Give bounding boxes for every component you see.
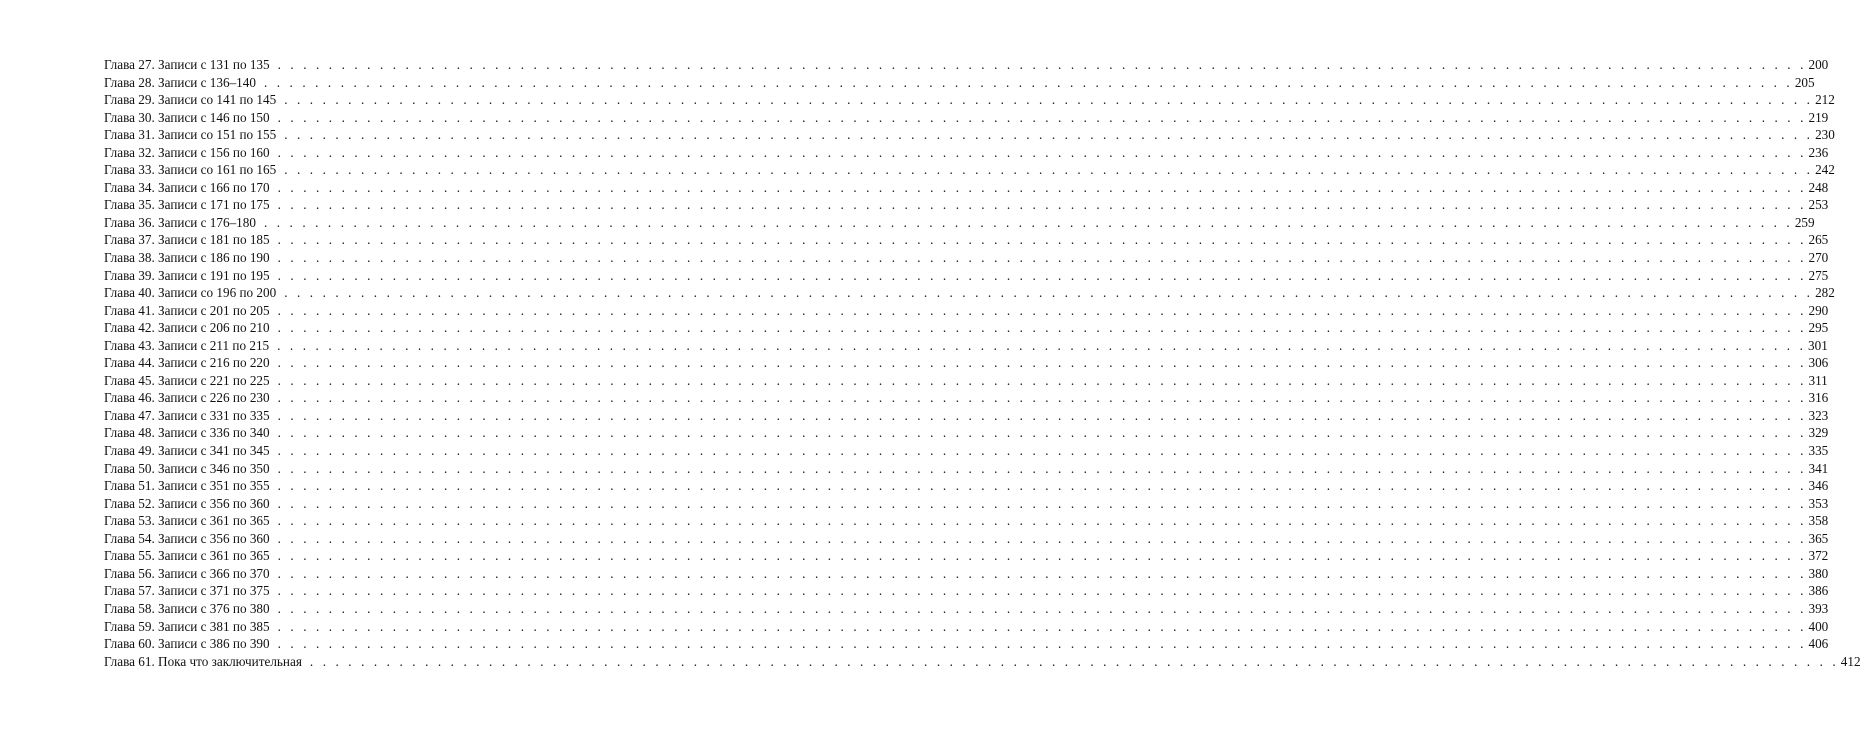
toc-dot-leader: . . . . . . . . . . . . . . . . . . . . . . . . . . . . . . . . . . . . . . . . . . . . . . . . . . . . . . . . . . . . . . . . . . . . . . . . . . . . . . . . . . . . . . . . . . . . . . . . . . . . . . . . . . . . . . . . . . . . . . . . bbox=[277, 425, 1807, 441]
toc-entry-page-number: 393 bbox=[1808, 600, 1829, 616]
toc-dot-leader: . . . . . . . . . . . . . . . . . . . . . . . . . . . . . . . . . . . . . . . . . . . . . . . . . . . . . . . . . . . . . . . . . . . . . . . . . . . . . . . . . . . . . . . . . . . . . . . . . . . . . . . . . . . . . . . . . . . . . . . . bbox=[277, 267, 1807, 283]
toc-entry-page-number: 365 bbox=[1808, 530, 1829, 546]
toc-dot-leader: . . . . . . . . . . . . . . . . . . . . . . . . . . . . . . . . . . . . . . . . . . . . . . . . . . . . . . . . . . . . . . . . . . . . . . . . . . . . . . . . . . . . . . . . . . . . . . . . . . . . . . . . . . . . . . . . . . . . . . . . bbox=[277, 495, 1807, 511]
toc-dot-leader: . . . . . . . . . . . . . . . . . . . . . . . . . . . . . . . . . . . . . . . . . . . . . . . . . . . . . . . . . . . . . . . . . . . . . . . . . . . . . . . . . . . . . . . . . . . . . . . . . . . . . . . . . . . . . . . . . . . . . . . . bbox=[277, 565, 1807, 581]
toc-entry-page-number: 323 bbox=[1808, 407, 1829, 423]
toc-entry-page-number: 329 bbox=[1808, 425, 1829, 441]
toc-entry bbox=[104, 354, 1829, 372]
toc-dot-leader: . . . . . . . . . . . . . . . . . . . . . . . . . . . . . . . . . . . . . . . . . . . . . . . . . . . . . . . . . . . . . . . . . . . . . . . . . . . . . . . . . . . . . . . . . . . . . . . . . . . . . . . . . . . . . . . . . . . . . . . . bbox=[277, 109, 1807, 125]
toc-dot-leader: . . . . . . . . . . . . . . . . . . . . . . . . . . . . . . . . . . . . . . . . . . . . . . . . . . . . . . . . . . . . . . . . . . . . . . . . . . . . . . . . . . . . . . . . . . . . . . . . . . . . . . . . . . . . . . . . . . . . . . . . bbox=[277, 390, 1807, 406]
toc-entry-title: Глава 56. Записи с 366 по 370 bbox=[104, 565, 270, 581]
toc-entry-title: Глава 33. Записи со 161 по 165 bbox=[104, 162, 277, 178]
toc-entry-title: Глава 51. Записи с 351 по 355 bbox=[104, 478, 270, 494]
toc-entry-title: Глава 44. Записи с 216 по 220 bbox=[104, 355, 270, 371]
toc-entry bbox=[104, 530, 1829, 548]
toc-dot-leader: . . . . . . . . . . . . . . . . . . . . . . . . . . . . . . . . . . . . . . . . . . . . . . . . . . . . . . . . . . . . . . . . . . . . . . . . . . . . . . . . . . . . . . . . . . . . . . . . . . . . . . . . . . . . . . . . . . . . . . . . bbox=[277, 250, 1807, 266]
toc-entry-page-number: 400 bbox=[1808, 618, 1829, 634]
toc-entry-page-number: 253 bbox=[1808, 197, 1829, 213]
toc-dot-leader: . . . . . . . . . . . . . . . . . . . . . . . . . . . . . . . . . . . . . . . . . . . . . . . . . . . . . . . . . . . . . . . . . . . . . . . . . . . . . . . . . . . . . . . . . . . . . . . . . . . . . . . . . . . . . . . . . . . . . . . . bbox=[277, 372, 1807, 388]
toc-dot-leader: . . . . . . . . . . . . . . . . . . . . . . . . . . . . . . . . . . . . . . . . . . . . . . . . . . . . . . . . . . . . . . . . . . . . . . . . . . . . . . . . . . . . . . . . . . . . . . . . . . . . . . . . . . . . . . . . . . . . . . . . bbox=[277, 57, 1807, 72]
toc-entry-page-number: 406 bbox=[1808, 636, 1829, 652]
toc-entry-title: Глава 43. Записи с 211 по 215 bbox=[104, 337, 270, 353]
toc-entry bbox=[104, 495, 1829, 513]
toc-entry bbox=[104, 214, 1815, 232]
toc-entry-title: Глава 39. Записи с 191 по 195 bbox=[104, 267, 270, 283]
toc-entry-title: Глава 38. Записи с 186 по 190 bbox=[104, 250, 270, 266]
toc-entry bbox=[104, 249, 1829, 267]
toc-dot-leader: . . . . . . . . . . . . . . . . . . . . . . . . . . . . . . . . . . . . . . . . . . . . . . . . . . . . . . . . . . . . . . . . . . . . . . . . . . . . . . . . . . . . . . . . . . . . . . . . . . . . . . . . . . . . . . . . . . . . . . . . bbox=[277, 530, 1807, 546]
toc-entry-title: Глава 37. Записи с 181 по 185 bbox=[104, 232, 270, 248]
toc-dot-leader: . . . . . . . . . . . . . . . . . . . . . . . . . . . . . . . . . . . . . . . . . . . . . . . . . . . . . . . . . . . . . . . . . . . . . . . . . . . . . . . . . . . . . . . . . . . . . . . . . . . . . . . . . . . . . . . . . . . . . . . . bbox=[277, 583, 1807, 599]
toc-entry-title: Глава 42. Записи с 206 по 210 bbox=[104, 320, 270, 336]
toc-entry bbox=[104, 126, 1835, 144]
toc-dot-leader: . . . . . . . . . . . . . . . . . . . . . . . . . . . . . . . . . . . . . . . . . . . . . . . . . . . . . . . . . . . . . . . . . . . . . . . . . . . . . . . . . . . . . . . . . . . . . . . . . . . . . . . . . . . . . . . . . . . . . . . . bbox=[277, 407, 1807, 423]
toc-entry bbox=[104, 267, 1829, 285]
toc-entry-title: Глава 55. Записи с 361 по 365 bbox=[104, 548, 270, 564]
toc-entry bbox=[104, 302, 1829, 320]
toc-dot-leader: . . . . . . . . . . . . . . . . . . . . . . . . . . . . . . . . . . . . . . . . . . . . . . . . . . . . . . . . . . . . . . . . . . . . . . . . . . . . . . . . . . . . . . . . . . . . . . . . . . . . . . . . . . . . . . . . . . . . . . . . bbox=[263, 214, 1793, 230]
toc-dot-leader: . . . . . . . . . . . . . . . . . . . . . . . . . . . . . . . . . . . . . . . . . . . . . . . . . . . . . . . . . . . . . . . . . . . . . . . . . . . . . . . . . . . . . . . . . . . . . . . . . . . . . . . . . . . . . . . . . . . . . . . . bbox=[277, 478, 1807, 494]
toc-dot-leader: . . . . . . . . . . . . . . . . . . . . . . . . . . . . . . . . . . . . . . . . . . . . . . . . . . . . . . . . . . . . . . . . . . . . . . . . . . . . . . . . . . . . . . . . . . . . . . . . . . . . . . . . . . . . . . . . . . . . . . . . bbox=[284, 162, 1814, 178]
toc-entry bbox=[104, 109, 1829, 127]
toc-entry bbox=[104, 91, 1835, 109]
toc-dot-leader: . . . . . . . . . . . . . . . . . . . . . . . . . . . . . . . . . . . . . . . . . . . . . . . . . . . . . . . . . . . . . . . . . . . . . . . . . . . . . . . . . . . . . . . . . . . . . . . . . . . . . . . . . . . . . . . . . . . . . . . . bbox=[277, 600, 1807, 616]
toc-entry bbox=[104, 196, 1829, 214]
toc-entry bbox=[104, 442, 1829, 460]
toc-entry bbox=[104, 284, 1835, 302]
toc-dot-leader: . . . . . . . . . . . . . . . . . . . . . . . . . . . . . . . . . . . . . . . . . . . . . . . . . . . . . . . . . . . . . . . . . . . . . . . . . . . . . . . . . . . . . . . . . . . . . . . . . . . . . . . . . . . . . . . . . . . . . . . . bbox=[277, 636, 1807, 652]
toc-entry-title: Глава 32. Записи с 156 по 160 bbox=[104, 144, 270, 160]
toc-entry-page-number: 242 bbox=[1815, 162, 1835, 178]
toc-entry bbox=[104, 618, 1829, 636]
toc-entry bbox=[104, 477, 1829, 495]
toc-entry-title: Глава 46. Записи с 226 по 230 bbox=[104, 390, 270, 406]
toc-entry bbox=[104, 74, 1815, 92]
toc-entry bbox=[104, 460, 1829, 478]
toc-dot-leader: . . . . . . . . . . . . . . . . . . . . . . . . . . . . . . . . . . . . . . . . . . . . . . . . . . . . . . . . . . . . . . . . . . . . . . . . . . . . . . . . . . . . . . . . . . . . . . . . . . . . . . . . . . . . . . . . . . . . . . . . bbox=[284, 285, 1814, 301]
toc-entry-title: Глава 57. Записи с 371 по 375 bbox=[104, 583, 270, 599]
toc-dot-leader: . . . . . . . . . . . . . . . . . . . . . . . . . . . . . . . . . . . . . . . . . . . . . . . . . . . . . . . . . . . . . . . . . . . . . . . . . . . . . . . . . . . . . . . . . . . . . . . . . . . . . . . . . . . . . . . . . . . . . . . . bbox=[277, 232, 1807, 248]
toc-entry bbox=[104, 407, 1829, 425]
toc-entry-page-number: 316 bbox=[1808, 390, 1829, 406]
toc-entry-page-number: 230 bbox=[1815, 127, 1835, 143]
toc-entry-title: Глава 50. Записи с 346 по 350 bbox=[104, 460, 270, 476]
toc-entry bbox=[104, 144, 1829, 162]
toc-dot-leader: . . . . . . . . . . . . . . . . . . . . . . . . . . . . . . . . . . . . . . . . . . . . . . . . . . . . . . . . . . . . . . . . . . . . . . . . . . . . . . . . . . . . . . . . . . . . . . . . . . . . . . . . . . . . . . . . . . . . . . . . bbox=[277, 320, 1807, 336]
toc-dot-leader: . . . . . . . . . . . . . . . . . . . . . . . . . . . . . . . . . . . . . . . . . . . . . . . . . . . . . . . . . . . . . . . . . . . . . . . . . . . . . . . . . . . . . . . . . . . . . . . . . . . . . . . . . . . . . . . . . . . . . . . . bbox=[277, 460, 1807, 476]
toc-entry-page-number: 372 bbox=[1808, 548, 1829, 564]
toc-entry bbox=[104, 512, 1829, 530]
toc-entry bbox=[104, 424, 1829, 442]
toc-entry-page-number: 290 bbox=[1808, 302, 1829, 318]
toc-entry-title: Глава 47. Записи с 331 по 335 bbox=[104, 407, 270, 423]
toc-entry-title: Глава 60. Записи с 386 по 390 bbox=[104, 636, 270, 652]
toc-entry bbox=[104, 337, 1828, 355]
toc-dot-leader: . . . . . . . . . . . . . . . . . . . . . . . . . . . . . . . . . . . . . . . . . . . . . . . . . . . . . . . . . . . . . . . . . . . . . . . . . . . . . . . . . . . . . . . . . . . . . . . . . . . . . . . . . . . . . . . . . . . . . . . . bbox=[277, 618, 1807, 634]
toc-entry-page-number: 275 bbox=[1808, 267, 1829, 283]
toc-entry-page-number: 282 bbox=[1815, 285, 1835, 301]
toc-entry-page-number: 335 bbox=[1808, 443, 1829, 459]
toc-entry bbox=[104, 372, 1828, 390]
toc-entry-page-number: 301 bbox=[1808, 337, 1828, 353]
toc-entry bbox=[104, 56, 1829, 74]
toc-entry-title: Глава 52. Записи с 356 по 360 bbox=[104, 495, 270, 511]
toc-entry-page-number: 386 bbox=[1808, 583, 1829, 599]
toc-dot-leader: . . . . . . . . . . . . . . . . . . . . . . . . . . . . . . . . . . . . . . . . . . . . . . . . . . . . . . . . . . . . . . . . . . . . . . . . . . . . . . . . . . . . . . . . . . . . . . . . . . . . . . . . . . . . . . . . . . . . . . . . bbox=[277, 337, 1806, 353]
toc-entry bbox=[104, 635, 1829, 653]
toc-entry bbox=[104, 319, 1829, 337]
toc-entry-page-number: 311 bbox=[1808, 372, 1828, 388]
toc-entry-page-number: 212 bbox=[1815, 92, 1835, 108]
toc-entry-page-number: 248 bbox=[1808, 179, 1829, 195]
toc-dot-leader: . . . . . . . . . . . . . . . . . . . . . . . . . . . . . . . . . . . . . . . . . . . . . . . . . . . . . . . . . . . . . . . . . . . . . . . . . . . . . . . . . . . . . . . . . . . . . . . . . . . . . . . . . . . . . . . . . . . . . . . . bbox=[284, 92, 1814, 108]
toc-entry-page-number: 219 bbox=[1808, 109, 1829, 125]
toc-entry-title: Глава 28. Записи с 136–140 bbox=[104, 74, 256, 90]
toc-entry-title: Глава 54. Записи с 356 по 360 bbox=[104, 530, 270, 546]
toc-entry bbox=[104, 582, 1829, 600]
toc-dot-leader: . . . . . . . . . . . . . . . . . . . . . . . . . . . . . . . . . . . . . . . . . . . . . . . . . . . . . . . . . . . . . . . . . . . . . . . . . . . . . . . . . . . . . . . . . . . . . . . . . . . . . . . . . . . . . . . . . . . . . . . . bbox=[277, 179, 1807, 195]
toc-entry-title: Глава 45. Записи с 221 по 225 bbox=[104, 372, 270, 388]
toc-entry bbox=[104, 231, 1829, 249]
toc-entry-page-number: 346 bbox=[1808, 478, 1829, 494]
toc-dot-leader: . . . . . . . . . . . . . . . . . . . . . . . . . . . . . . . . . . . . . . . . . . . . . . . . . . . . . . . . . . . . . . . . . . . . . . . . . . . . . . . . . . . . . . . . . . . . . . . . . . . . . . . . . . . . . . . . . . . . . . . . bbox=[277, 355, 1807, 371]
toc-entry-page-number: 200 bbox=[1808, 57, 1829, 72]
toc-entry-page-number: 236 bbox=[1808, 144, 1829, 160]
toc-entry-page-number: 306 bbox=[1808, 355, 1829, 371]
toc-entry-title: Глава 53. Записи с 361 по 365 bbox=[104, 513, 270, 529]
toc-entry-title: Глава 41. Записи с 201 по 205 bbox=[104, 302, 270, 318]
toc-dot-leader: . . . . . . . . . . . . . . . . . . . . . . . . . . . . . . . . . . . . . . . . . . . . . . . . . . . . . . . . . . . . . . . . . . . . . . . . . . . . . . . . . . . . . . . . . . . . . . . . . . . . . . . . . . . . . . . . . . . . . . . . bbox=[277, 443, 1807, 459]
toc-dot-leader: . . . . . . . . . . . . . . . . . . . . . . . . . . . . . . . . . . . . . . . . . . . . . . . . . . . . . . . . . . . . . . . . . . . . . . . . . . . . . . . . . . . . . . . . . . . . . . . . . . . . . . . . . . . . . . . . . . . . . . . . bbox=[263, 74, 1793, 90]
toc-entry bbox=[104, 565, 1829, 583]
toc-entry-title: Глава 34. Записи с 166 по 170 bbox=[104, 179, 270, 195]
toc-entry-title: Глава 29. Записи со 141 по 145 bbox=[104, 92, 277, 108]
toc-entry-title: Глава 27. Записи с 131 по 135 bbox=[104, 57, 270, 72]
toc-entry-title: Глава 59. Записи с 381 по 385 bbox=[104, 618, 270, 634]
toc-entry bbox=[104, 547, 1829, 565]
toc-dot-leader: . . . . . . . . . . . . . . . . . . . . . . . . . . . . . . . . . . . . . . . . . . . . . . . . . . . . . . . . . . . . . . . . . . . . . . . . . . . . . . . . . . . . . . . . . . . . . . . . . . . . . . . . . . . . . . . . . . . . . . . . bbox=[277, 144, 1807, 160]
toc-entry-page-number: 358 bbox=[1808, 513, 1829, 529]
toc-entry bbox=[104, 389, 1829, 407]
toc-entry-title: Глава 49. Записи с 341 по 345 bbox=[104, 443, 270, 459]
toc-entry-page-number: 265 bbox=[1808, 232, 1829, 248]
toc-entry bbox=[104, 161, 1835, 179]
toc-dot-leader: . . . . . . . . . . . . . . . . . . . . . . . . . . . . . . . . . . . . . . . . . . . . . . . . . . . . . . . . . . . . . . . . . . . . . . . . . . . . . . . . . . . . . . . . . . . . . . . . . . . . . . . . . . . . . . . . . . . . . . . . bbox=[277, 197, 1807, 213]
toc-entry-page-number: 380 bbox=[1808, 565, 1829, 581]
toc-dot-leader: . . . . . . . . . . . . . . . . . . . . . . . . . . . . . . . . . . . . . . . . . . . . . . . . . . . . . . . . . . . . . . . . . . . . . . . . . . . . . . . . . . . . . . . . . . . . . . . . . . . . . . . . . . . . . . . . . . . . . . . . bbox=[309, 653, 1839, 669]
toc-entry bbox=[104, 179, 1829, 197]
toc-entry-page-number: 412 bbox=[1840, 653, 1861, 669]
toc-entry-page-number: 205 bbox=[1794, 74, 1815, 90]
toc-entry-title: Глава 58. Записи с 376 по 380 bbox=[104, 600, 270, 616]
toc-dot-leader: . . . . . . . . . . . . . . . . . . . . . . . . . . . . . . . . . . . . . . . . . . . . . . . . . . . . . . . . . . . . . . . . . . . . . . . . . . . . . . . . . . . . . . . . . . . . . . . . . . . . . . . . . . . . . . . . . . . . . . . . bbox=[277, 302, 1807, 318]
toc-entry-title: Глава 61. Пока что заключительная bbox=[104, 653, 302, 669]
toc-entry-title: Глава 40. Записи со 196 по 200 bbox=[104, 285, 277, 301]
toc-entry bbox=[104, 600, 1829, 618]
toc-dot-leader: . . . . . . . . . . . . . . . . . . . . . . . . . . . . . . . . . . . . . . . . . . . . . . . . . . . . . . . . . . . . . . . . . . . . . . . . . . . . . . . . . . . . . . . . . . . . . . . . . . . . . . . . . . . . . . . . . . . . . . . . bbox=[277, 513, 1807, 529]
toc-entry-title: Глава 31. Записи со 151 по 155 bbox=[104, 127, 277, 143]
toc-entry-page-number: 353 bbox=[1808, 495, 1829, 511]
toc-entry-page-number: 295 bbox=[1808, 320, 1829, 336]
toc-entry-title: Глава 35. Записи с 171 по 175 bbox=[104, 197, 270, 213]
table-of-contents bbox=[104, 56, 1861, 670]
toc-entry-page-number: 259 bbox=[1794, 214, 1815, 230]
toc-entry-title: Глава 36. Записи с 176–180 bbox=[104, 214, 256, 230]
toc-entry-page-number: 270 bbox=[1808, 250, 1829, 266]
toc-dot-leader: . . . . . . . . . . . . . . . . . . . . . . . . . . . . . . . . . . . . . . . . . . . . . . . . . . . . . . . . . . . . . . . . . . . . . . . . . . . . . . . . . . . . . . . . . . . . . . . . . . . . . . . . . . . . . . . . . . . . . . . . bbox=[284, 127, 1814, 143]
toc-entry bbox=[104, 653, 1861, 671]
toc-dot-leader: . . . . . . . . . . . . . . . . . . . . . . . . . . . . . . . . . . . . . . . . . . . . . . . . . . . . . . . . . . . . . . . . . . . . . . . . . . . . . . . . . . . . . . . . . . . . . . . . . . . . . . . . . . . . . . . . . . . . . . . . bbox=[277, 548, 1807, 564]
toc-entry-title: Глава 48. Записи с 336 по 340 bbox=[104, 425, 270, 441]
toc-entry-title: Глава 30. Записи с 146 по 150 bbox=[104, 109, 270, 125]
toc-entry-page-number: 341 bbox=[1808, 460, 1829, 476]
